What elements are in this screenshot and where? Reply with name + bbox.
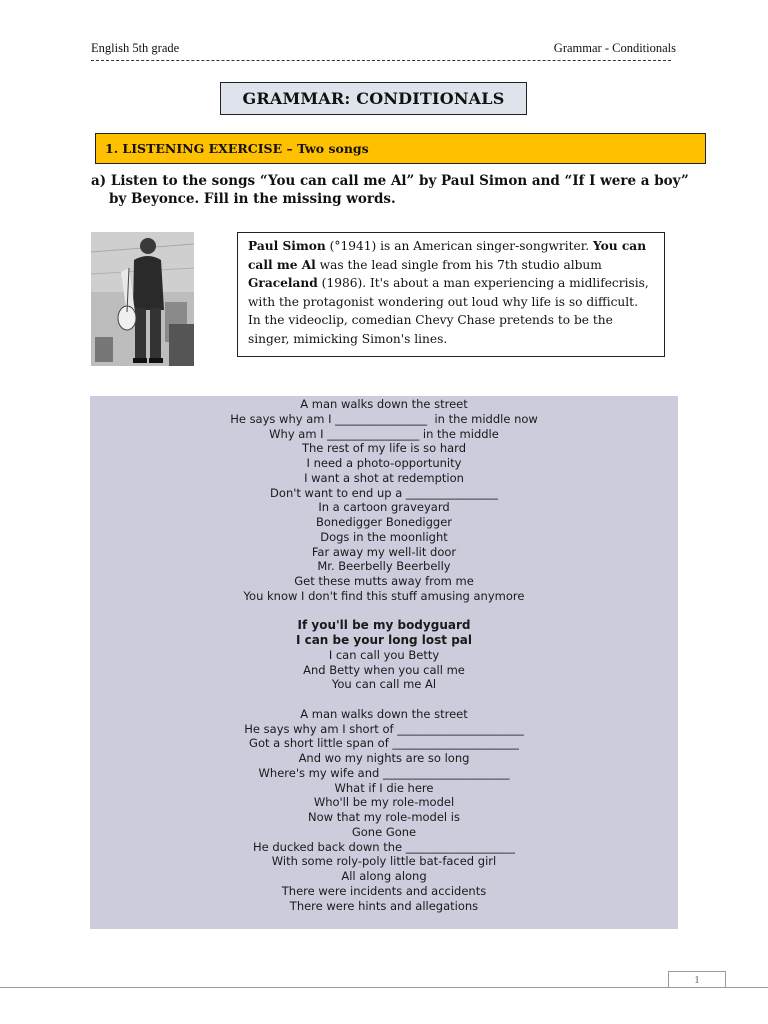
lyric-line: I can call you Betty [328,647,440,662]
lyrics-verse-2 [90,707,678,914]
lyrics-chorus [90,648,678,692]
page-number: 1 [668,971,726,987]
lyric-line: The rest of my life is so hard [301,441,466,456]
lyric-line: With some roly-poly little bat-faced girl [271,854,497,869]
lyric-line: He ducked back down the ___________________ [252,839,516,854]
lyric-line: Now that my role-model is [308,810,460,824]
bio-text-2: was the lead single from his 7th studio album [315,257,602,272]
footer-divider [0,987,768,988]
lyric-line: Gone Gone [351,824,417,839]
bio-text-1: (°1941) is an American singer-songwriter. [325,239,593,253]
header-left: English 5th grade [91,41,180,55]
lyric-line: Bonedigger Bonedigger [315,515,453,529]
lyric-line: In a cartoon graveyard [318,500,450,515]
lyric-line: If you'll be my bodyguard [297,618,471,633]
lyric-line: You know I don't find this stuff amusing anymore [243,588,525,603]
page-title: GRAMMAR: CONDITIONALS [220,82,527,115]
lyric-line: There were hints and allegations [289,898,479,913]
header-right: Grammar - Conditionals [553,41,676,55]
lyric-line: Far away my well-lit door [311,544,457,559]
lyric-line: I need a photo-opportunity [306,456,462,470]
lyric-line: Mr. Beerbelly Beerbelly [317,559,451,574]
lyric-line: A man walks down the street [300,706,468,721]
lyric-line: Don't want to end up a ________________ [270,485,498,500]
lyric-line: I want a shot at redemption [304,470,464,485]
lyric-line: Where's my wife and ______________________ [258,765,510,780]
lyric-line: A man walks down the street [300,397,468,411]
lyrics-chorus-bold [90,618,678,648]
bio-text-3: (1986). It's about a man experiencing a midlifecrisis, with the protagonist wondering out loud why life is so difficult. In the videoclip, comedian Chevy Chase pretends to be the singer, mimicking Simon's lines. [248,276,649,346]
lyric-line: Dogs in the moonlight [320,529,448,544]
lyric-line: I can be your long lost pal [295,633,473,647]
lyrics-panel [90,396,678,929]
lyric-line: You can call me Al [331,677,437,692]
paul-simon-photo [91,232,194,366]
bio-album-title: Graceland [248,276,318,291]
section-heading: 1. LISTENING EXERCISE – Two songs [95,133,706,164]
bio-artist-name: Paul Simon [248,239,326,253]
lyric-line: Got a short little span of ______________________ [249,736,519,751]
instruction-line-1: a) Listen to the songs “You can call me Al” by Paul Simon and “If I were a boy” [91,173,689,189]
lyrics-verse-1 [90,397,678,604]
header-divider [91,60,671,61]
lyric-line: And wo my nights are so long [298,751,470,765]
lyric-line: There were incidents and accidents [281,883,487,898]
lyric-line: What if I die here [334,780,434,795]
lyric-line: And Betty when you call me [303,662,465,677]
lyric-line: He says why am I ________________ in the middle now [230,411,538,426]
artist-bio [237,232,665,357]
bio-song-title: You can call me Al [248,239,647,272]
lyric-line: Get these mutts away from me [294,574,474,588]
lyric-line: He says why am I short of ______________________ [244,721,524,736]
lyric-line: Why am I ________________ in the middle [269,426,499,441]
instruction-line-2: by Beyonce. Fill in the missing words. [109,191,396,207]
lyric-line: Who'll be my role-model [313,795,455,810]
lyric-line: All along along [341,869,427,883]
exercise-instruction [91,172,691,208]
